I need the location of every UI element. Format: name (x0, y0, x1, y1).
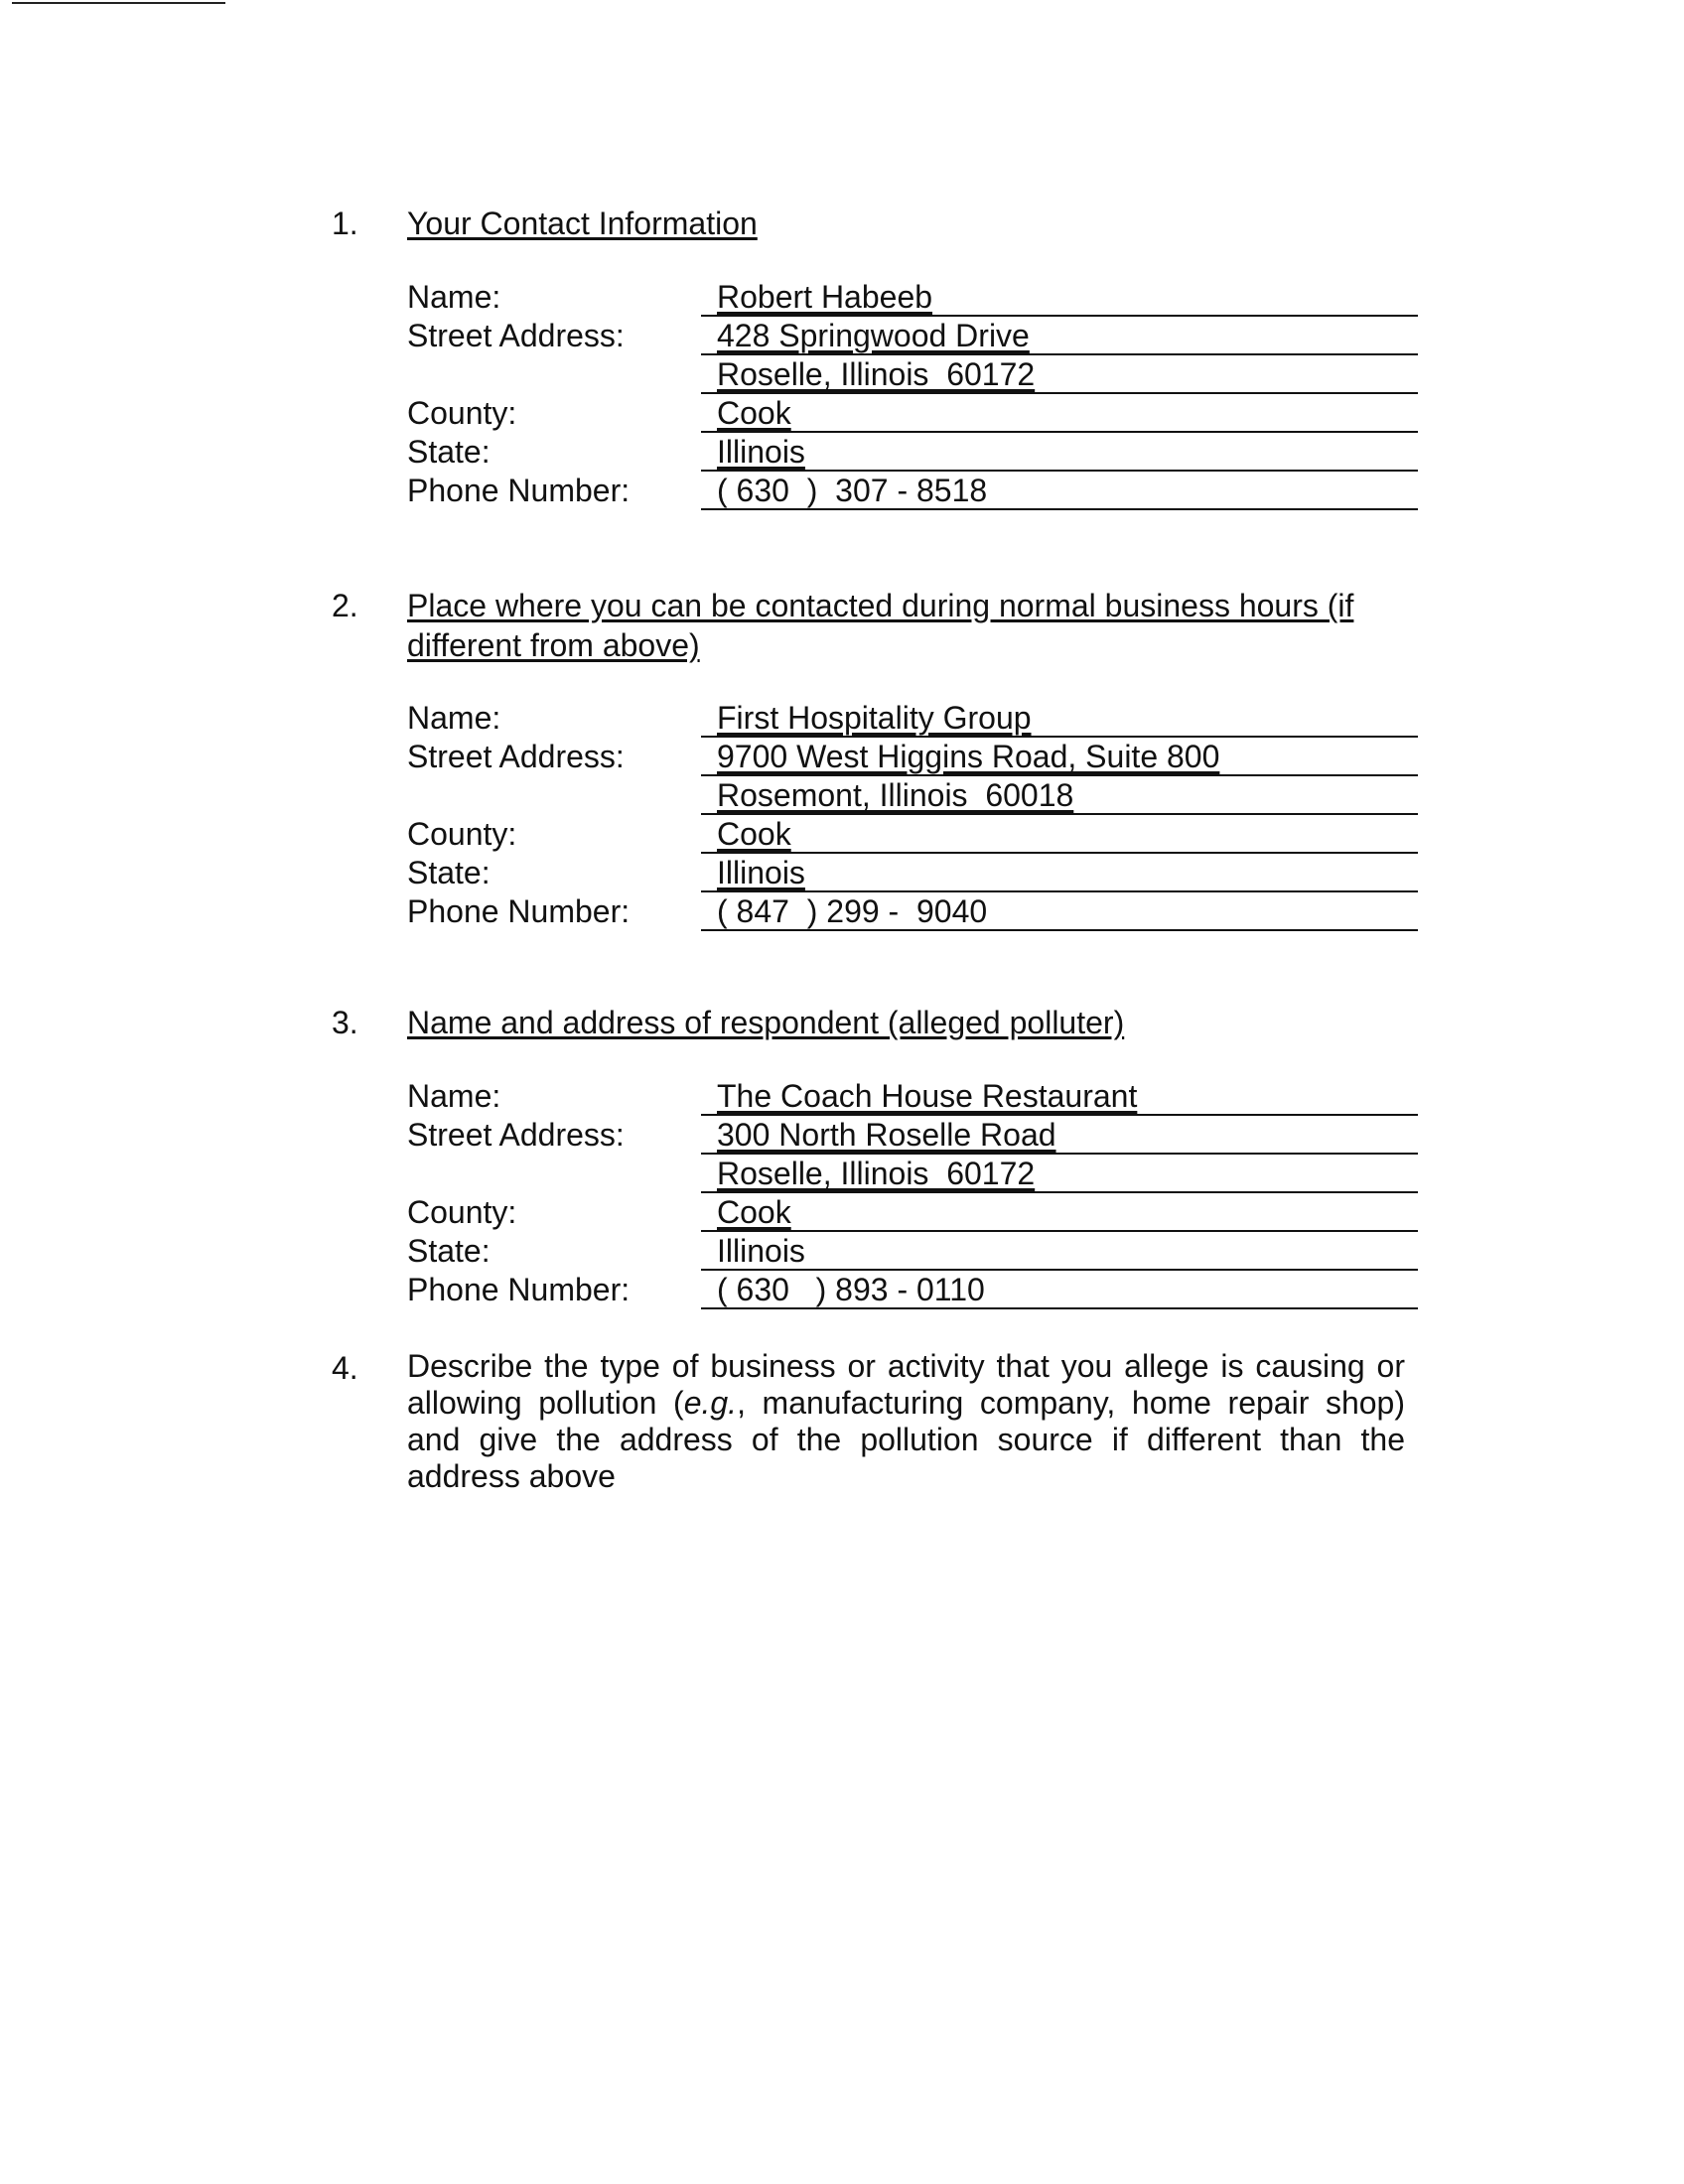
field-row-phone-number (0, 892, 1684, 931)
field-value: 9700 West Higgins Road, Suite 800 (717, 739, 1220, 774)
field-label: Name: (407, 279, 501, 315)
field-label: Phone Number: (407, 893, 631, 929)
field-label: County: (407, 1194, 517, 1230)
field-label: County: (407, 816, 517, 852)
field-label: Name: (407, 1078, 501, 1114)
instructions-text: Describe the type of business or activity that you allege is causing or allowing pollution ( (407, 1348, 1405, 1421)
field-row-street-address (0, 317, 1684, 355)
field-row-phone-number (0, 472, 1684, 510)
field-row-state (0, 854, 1684, 892)
field-label: State: (407, 434, 491, 470)
field-value: Illinois (717, 1233, 805, 1269)
instructions-text: , manufacturing company, home repair shop) and give the address of the pollution source if different than the address above (407, 1385, 1406, 1494)
section-number: 4. (332, 1350, 358, 1386)
section-number: 1. (332, 205, 358, 241)
field-label: Phone Number: (407, 473, 631, 508)
field-value: 428 Springwood Drive (717, 318, 1030, 353)
field-label: State: (407, 855, 491, 890)
field-value: ( 630 ) 307 - 8518 (717, 473, 988, 508)
field-row-county (0, 394, 1684, 433)
field-row-street-address (0, 1116, 1684, 1155)
field-value: First Hospitality Group (717, 700, 1032, 736)
section-heading: Name and address of respondent (alleged polluter) (407, 1005, 1125, 1040)
field-value: The Coach House Restaurant (717, 1078, 1138, 1114)
field-value: Roselle, Illinois 60172 (717, 1156, 1036, 1191)
field-value: 300 North Roselle Road (717, 1117, 1056, 1153)
field-underline (701, 929, 1418, 931)
field-value: ( 847 ) 299 - 9040 (717, 893, 988, 929)
field-row-phone-number (0, 1271, 1684, 1309)
field-underline (701, 508, 1418, 510)
top-rule (12, 2, 225, 4)
field-underline (701, 1307, 1418, 1309)
section-number: 3. (332, 1005, 358, 1040)
field-value: Cook (717, 1194, 791, 1230)
field-value: ( 630 ) 893 - 0110 (717, 1272, 985, 1307)
field-value: Cook (717, 816, 791, 852)
field-row-state (0, 1232, 1684, 1271)
instructions-example-abbrev: e.g. (683, 1385, 738, 1421)
field-value: Cook (717, 395, 791, 431)
field-value: Illinois (717, 434, 805, 470)
field-label: Street Address: (407, 1117, 625, 1153)
section-heading: Place where you can be contacted during normal business hours (if different from above) (407, 588, 1354, 663)
field-row-county (0, 815, 1684, 854)
field-value: Roselle, Illinois 60172 (717, 356, 1036, 392)
field-value: Robert Habeeb (717, 279, 933, 315)
section-instructions (407, 1348, 1405, 1495)
field-value: Illinois (717, 855, 805, 890)
field-row-county (0, 1193, 1684, 1232)
field-label: County: (407, 395, 517, 431)
field-label: Name: (407, 700, 501, 736)
section-heading: Your Contact Information (407, 205, 758, 241)
field-label: State: (407, 1233, 491, 1269)
section-number: 2. (332, 588, 358, 623)
field-row-city-state-zip (0, 776, 1684, 815)
field-label: Street Address: (407, 739, 625, 774)
field-label: Street Address: (407, 318, 625, 353)
field-row-city-state-zip (0, 1155, 1684, 1193)
field-row-city-state-zip (0, 355, 1684, 394)
field-value: Rosemont, Illinois 60018 (717, 777, 1074, 813)
field-row-name (0, 278, 1684, 317)
field-label: Phone Number: (407, 1272, 631, 1307)
field-row-street-address (0, 738, 1684, 776)
field-row-name (0, 1077, 1684, 1116)
field-row-name (0, 699, 1684, 738)
field-row-state (0, 433, 1684, 472)
